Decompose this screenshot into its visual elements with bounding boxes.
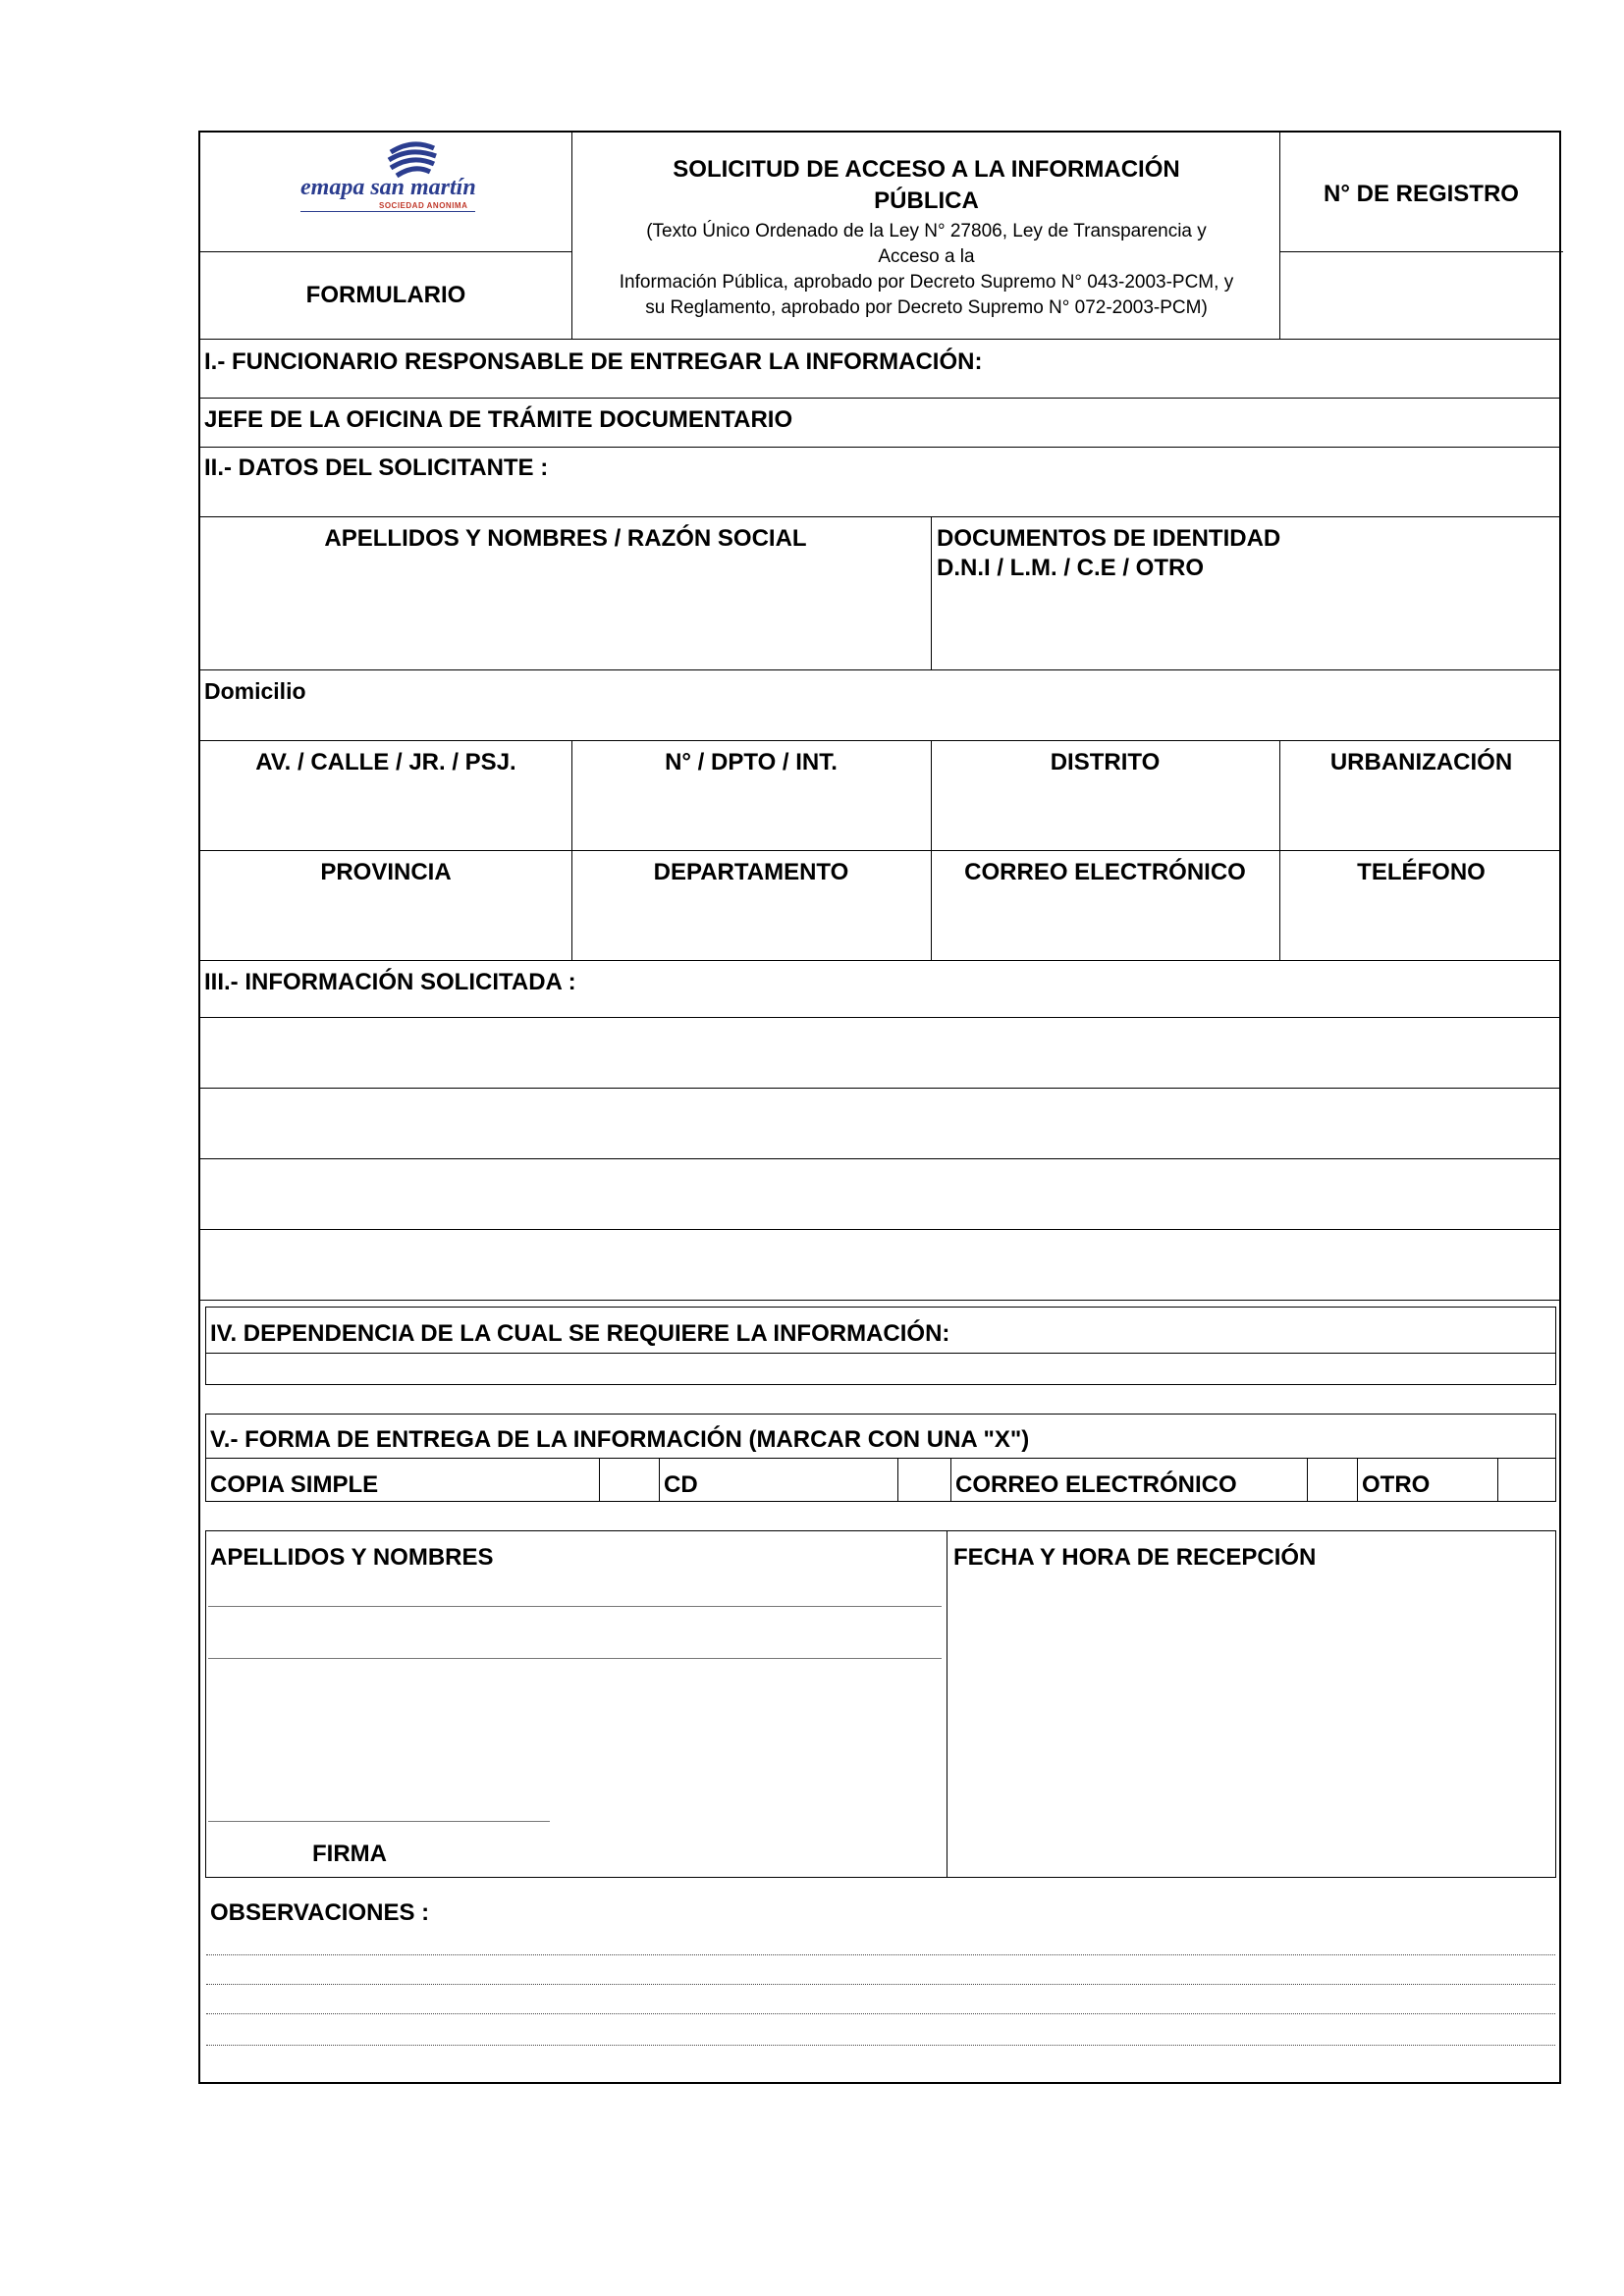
access-request-form xyxy=(198,131,1561,2084)
option-email-checkbox[interactable] xyxy=(1309,1460,1356,1501)
logo-underline xyxy=(300,211,475,212)
row-divider xyxy=(200,339,1561,340)
row-divider xyxy=(205,1353,1556,1354)
option-otro-label: OTRO xyxy=(1362,1471,1431,1498)
col-divider xyxy=(1307,1458,1308,1502)
section-2-title: II.- DATOS DEL SOLICITANTE : xyxy=(204,454,549,481)
header-divider xyxy=(571,133,572,339)
row-divider xyxy=(200,669,1561,670)
street-label: AV. / CALLE / JR. / PSJ. xyxy=(255,749,516,775)
formulario-label: FORMULARIO xyxy=(305,282,466,308)
email-label: CORREO ELECTRÓNICO xyxy=(964,859,1246,885)
form-title-line-1: SOLICITUD DE ACCESO A LA INFORMACIÓN xyxy=(673,156,1180,183)
number-field[interactable] xyxy=(574,780,929,849)
identity-document-types: D.N.I / L.M. / C.E / OTRO xyxy=(937,555,1205,581)
col-divider xyxy=(897,1458,898,1502)
row-divider xyxy=(200,1158,1561,1159)
logo-wordmark: emapa san martín xyxy=(300,175,476,200)
department-label: DEPARTAMENTO xyxy=(653,859,849,885)
option-email-label: CORREO ELECTRÓNICO xyxy=(955,1471,1237,1498)
row-divider xyxy=(200,740,1561,741)
header-divider xyxy=(200,251,571,252)
signature-line xyxy=(208,1821,550,1822)
row-divider xyxy=(200,1088,1561,1089)
number-label: N° / DPTO / INT. xyxy=(665,749,838,775)
company-logo xyxy=(298,138,485,237)
domicilio-label: Domicilio xyxy=(204,678,306,704)
responsible-official: JEFE DE LA OFICINA DE TRÁMITE DOCUMENTARIO xyxy=(204,406,793,433)
reception-datetime-field[interactable] xyxy=(949,1575,1554,1876)
option-copia-simple-checkbox[interactable] xyxy=(601,1460,658,1501)
row-divider xyxy=(200,398,1561,399)
col-divider xyxy=(931,516,932,669)
col-divider xyxy=(1357,1458,1358,1502)
col-divider xyxy=(659,1458,660,1502)
col-divider xyxy=(950,1458,951,1502)
street-field[interactable] xyxy=(202,780,569,849)
signer-name-label: APELLIDOS Y NOMBRES xyxy=(210,1544,494,1571)
phone-field[interactable] xyxy=(1282,890,1560,959)
section-5-title: V.- FORMA DE ENTREGA DE LA INFORMACIÓN (MARCAR CON UNA "X") xyxy=(210,1426,1030,1453)
legal-reference-line-3: Información Pública, aprobado por Decreto Supremo N° 043-2003-PCM, y xyxy=(619,272,1234,293)
registro-number-field[interactable] xyxy=(1281,253,1561,338)
row-divider xyxy=(200,850,1561,851)
requested-info-line-4[interactable] xyxy=(202,1231,1559,1299)
legal-reference-line-2: Acceso a la xyxy=(878,246,975,267)
applicant-name-label: APELLIDOS Y NOMBRES / RAZÓN SOCIAL xyxy=(324,525,807,552)
row-divider xyxy=(205,1458,1556,1459)
header-divider xyxy=(1279,251,1563,252)
legal-reference-line-4: su Reglamento, aprobado por Decreto Supremo N° 072-2003-PCM) xyxy=(645,297,1208,318)
row-divider xyxy=(200,447,1561,448)
province-label: PROVINCIA xyxy=(320,859,452,885)
email-field[interactable] xyxy=(934,890,1277,959)
name-line-2 xyxy=(208,1658,942,1659)
signature-field[interactable] xyxy=(208,1742,550,1821)
row-divider xyxy=(200,1300,1561,1301)
phone-label: TELÉFONO xyxy=(1357,859,1486,885)
signer-name-field[interactable] xyxy=(208,1575,943,1658)
applicant-name-field[interactable] xyxy=(202,557,929,667)
dependency-field[interactable] xyxy=(207,1355,1554,1383)
district-field[interactable] xyxy=(934,780,1277,849)
identity-document-label: DOCUMENTOS DE IDENTIDAD xyxy=(937,525,1281,552)
observations-field[interactable] xyxy=(206,1931,1555,2049)
option-cd-checkbox[interactable] xyxy=(899,1460,949,1501)
urbanization-label: URBANIZACIÓN xyxy=(1329,749,1513,775)
col-divider xyxy=(599,1458,600,1502)
header-divider xyxy=(1279,133,1280,339)
option-cd-label: CD xyxy=(664,1471,698,1498)
requested-info-line-3[interactable] xyxy=(202,1160,1559,1228)
section-3-title: III.- INFORMACIÓN SOLICITADA : xyxy=(204,969,576,995)
row-divider xyxy=(200,1017,1561,1018)
logo-tagline: SOCIEDAD ANONIMA xyxy=(379,201,468,210)
row-divider xyxy=(200,516,1561,517)
option-otro-checkbox[interactable] xyxy=(1499,1460,1555,1501)
requested-info-line-1[interactable] xyxy=(202,1019,1559,1087)
identity-document-field[interactable] xyxy=(934,586,1560,667)
row-divider xyxy=(200,960,1561,961)
requested-info-line-2[interactable] xyxy=(202,1090,1559,1157)
section-1-title: I.- FUNCIONARIO RESPONSABLE DE ENTREGAR LA INFORMACIÓN: xyxy=(204,348,983,375)
row-divider xyxy=(200,1229,1561,1230)
option-copia-simple-label: COPIA SIMPLE xyxy=(210,1471,379,1498)
col-divider xyxy=(1497,1458,1498,1502)
urbanization-field[interactable] xyxy=(1282,780,1560,849)
legal-reference-line-1: (Texto Único Ordenado de la Ley N° 27806, Ley de Transparencia y xyxy=(646,221,1207,241)
section-4-title: IV. DEPENDENCIA DE LA CUAL SE REQUIERE LA INFORMACIÓN: xyxy=(210,1320,950,1347)
registro-label: N° DE REGISTRO xyxy=(1324,181,1519,207)
form-title-line-2: PÚBLICA xyxy=(874,187,979,214)
reception-datetime-label: FECHA Y HORA DE RECEPCIÓN xyxy=(953,1544,1317,1571)
district-label: DISTRITO xyxy=(1050,749,1161,775)
observations-label: OBSERVACIONES : xyxy=(210,1899,430,1926)
province-field[interactable] xyxy=(202,890,569,959)
firma-label: FIRMA xyxy=(312,1841,387,1867)
department-field[interactable] xyxy=(574,890,929,959)
